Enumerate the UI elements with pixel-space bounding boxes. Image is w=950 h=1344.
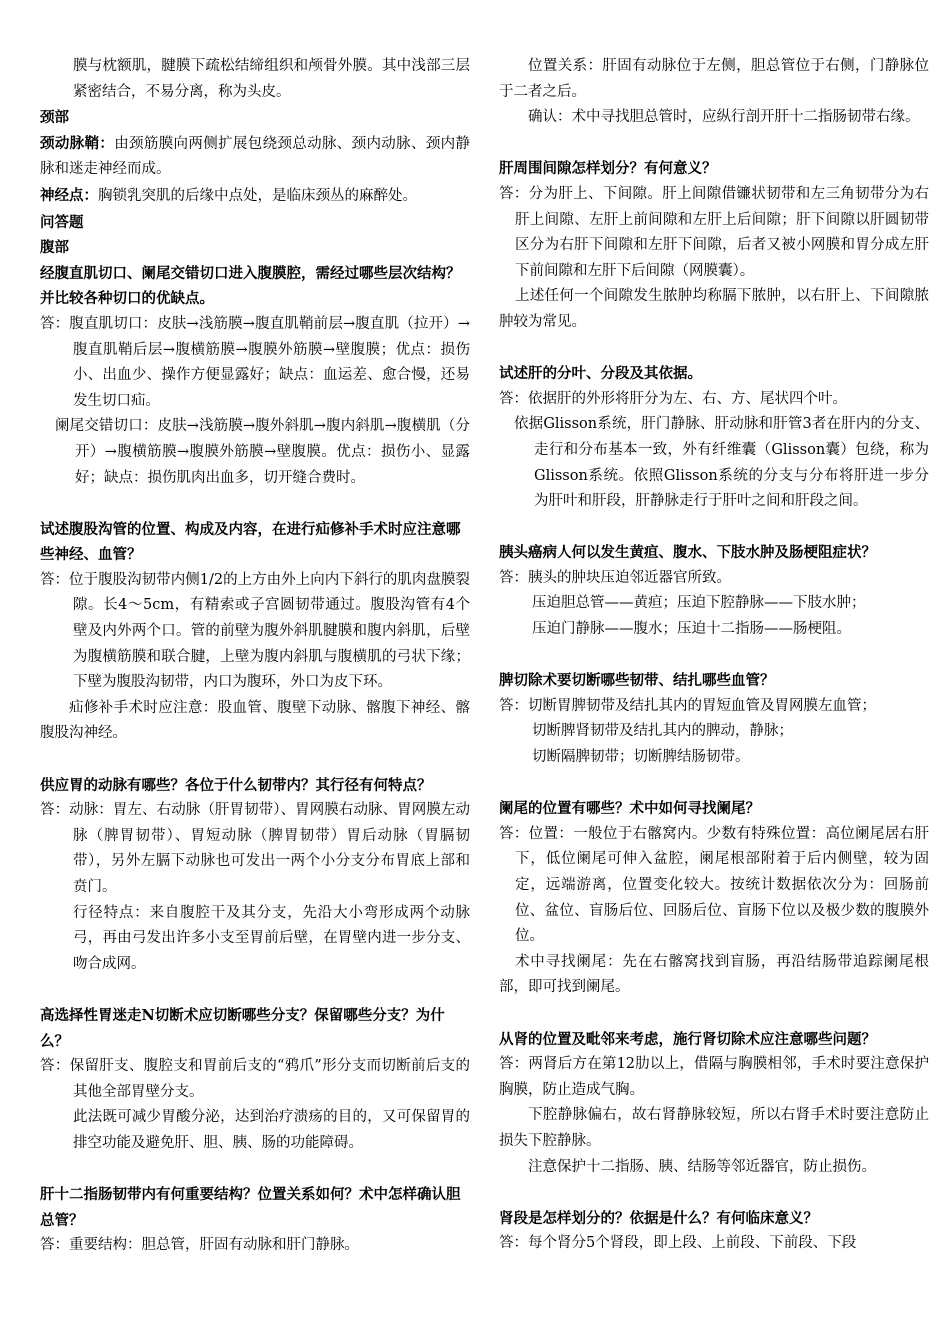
answer-glisson-system: 依据Glisson系统，肝门静脉、肝动脉和肝管3者在肝内的分支、走行和分布基本一致，外有纤维囊（Glisson囊）包绕，称为Glisson系统。依照Glisson系统的分支与分布将肝进一步分为肝叶和肝段，肝静脉走行于肝叶之间和肝段之间。: [514, 416, 929, 510]
answer-pancreatic-cause: 答：胰头的肿块压迫邻近器官所致。: [499, 569, 731, 586]
left-column: [40, 54, 470, 1259]
question-nephrectomy: 从肾的位置及毗邻来考虑，施行肾切除术应注意哪些问题？: [499, 1030, 876, 1048]
answer-incision-rectus: 答：腹直肌切口：皮肤→浅筋膜→腹直肌鞘前层→腹直肌（拉开）→腹直肌鞘后层→腹横筋膜→腹膜外筋膜→壁腹膜；优点：损伤小、出血少、操作方便显露好；缺点：血运差、愈合慢，还易发生切口疝。: [40, 315, 470, 409]
question-renal-segments: 肾段是怎样划分的？依据是什么？有何临床意义？: [499, 1209, 818, 1227]
answer-renal-segments: 答：每个肾分5个肾段，即上段、上前段、下前段、下段: [499, 1235, 857, 1252]
question-splenectomy: 脾切除术要切断哪些韧带、结扎哪些血管？: [499, 672, 775, 690]
carotid-sheath-term: 颈动脉鞘：: [40, 134, 115, 152]
answer-splenectomy-3: 切断隔脾韧带；切断脾结肠韧带。: [532, 749, 750, 766]
answer-hepatoduodenal-position: 位置关系：肝固有动脉位于左侧，胆总管位于右侧，门静脉位于二者之后。: [499, 58, 929, 100]
answer-vagotomy-branches: 答：保留肝支、腹腔支和胃前后支的“鸦爪”形分支而切断前后支的其他全部胃壁分支。: [40, 1058, 470, 1100]
carotid-sheath-definition: [40, 131, 470, 183]
question-inguinal-canal: 试述腹股沟管的位置、构成及内容，在进行疝修补手术时应注意哪些神经、血管？: [40, 520, 461, 564]
answer-nephrectomy-pleura: 答：两肾后方在第12肋以上，借隔与胸膜相邻，手术时要注意保护胸膜，防止造成气胸。: [499, 1056, 929, 1098]
question-perihepatic-spaces: 肝周围间隙怎样划分？有何意义？: [499, 160, 717, 178]
answer-gastric-course: 行径特点：来自腹腔干及其分支，先沿大小弯形成两个动脉弓，再由弓发出许多小支至胃前后壁，在胃壁内进一步分支、吻合成网。: [73, 904, 470, 972]
answer-splenectomy-1: 答：切断胃脾韧带及结扎其内的胃短血管及胃网膜左血管；: [499, 697, 876, 714]
answer-splenectomy-2: 切断脾肾韧带及结扎其内的脾动，静脉；: [532, 723, 793, 740]
answer-subphrenic-abscess: 上述任何一个间隙发生脓肿均称膈下脓肿，以右肝上、下间隙脓肿较为常见。: [499, 288, 929, 330]
nerve-point-definition: [40, 183, 470, 210]
answer-perihepatic-division: 答：分为肝上、下间隙。肝上间隙借镰状韧带和左三角韧带分为右肝上间隙、左肝上前间隙和左肝上后间隙；肝下间隙以肝圆韧带区分为右肝下间隙和左肝下间隙，后者又被小网膜和胃分成左肝下前间隙和左肝下后间隙（网膜囊）。: [499, 185, 929, 279]
question-pancreatic-head-cancer: 胰头癌病人何以发生黄疸、腹水、下肢水肿及肠梗阻症状？: [499, 544, 876, 562]
carotid-sheath-text: 由颈筋膜向两侧扩展包绕颈总动脉、颈内动脉、颈内静脉和迷走神经而成。: [40, 135, 471, 178]
nerve-point-term: 神经点：: [40, 186, 98, 204]
answer-hernia-caution: 疝修补手术时应注意：股血管、腹壁下动脉、髂腹下神经、髂腹股沟神经。: [40, 699, 470, 742]
answer-nephrectomy-ivc: 下腔静脉偏右，故右肾静脉较短，所以右肾手术时要注意防止损失下腔静脉。: [499, 1107, 929, 1149]
answer-incision-appendix: 阑尾交错切口：皮肤→浅筋膜→腹外斜肌→腹内斜肌→腹横肌（分开）→腹横筋膜→腹膜外筋膜→壁腹膜。优点：损伤小、显露好；缺点：损伤肌肉出血多，切开缝合费时。: [55, 418, 470, 486]
answer-inguinal-canal: 答：位于腹股沟韧带内侧1/2的上方由外上向内下斜行的肌肉盘膜裂隙。长4～5cm，有精索或子宫圆韧带通过。腹股沟管有4个壁及内外两个口。管的前壁为腹外斜肌腱膜和腹内斜肌，后壁为腹横筋膜和联合腱，上壁为腹内斜肌与腹横肌的弓状下缘；下壁为腹股沟韧带，内口为腹环，外口为皮下环。: [40, 571, 470, 691]
scalp-continuation: 膜与枕额肌，腱膜下疏松结缔组织和颅骨外膜。其中浅部三层紧密结合，不易分离，称为头皮。: [73, 58, 470, 100]
question-appendix-position: 阑尾的位置有哪些？术中如何寻找阑尾？: [499, 800, 760, 818]
answer-hepatoduodenal-confirm: 确认：术中寻找胆总管时，应纵行剖开肝十二指肠韧带右缘。: [528, 109, 920, 126]
section-abdomen-heading: 腹部: [40, 239, 69, 257]
answer-gastric-arteries: 答：动脉：胃左、右动脉（肝胃韧带）、胃网膜右动脉、胃网膜左动脉（脾胃韧带）、胃短动脉（脾胃韧带）胃后动脉（胃膈韧带），另外左膈下动脉也可发出一两个小分支分布胃底上部和贲门。: [40, 802, 470, 895]
question-incision: 经腹直肌切口、阑尾交错切口进入腹膜腔，需经过哪些层次结构？并比较各种切口的优缺点。: [40, 264, 461, 308]
answer-vagotomy-reason: 此法既可减少胃酸分泌，达到治疗溃疡的目的，又可保留胃的排空功能及避免肝、胆、胰、肠的功能障碍。: [73, 1109, 470, 1151]
answer-nephrectomy-organs: 注意保护十二指肠、胰、结肠等邻近器官，防止损伤。: [528, 1158, 876, 1175]
question-gastric-arteries: 供应胃的动脉有哪些？各位于什么韧带内？其行径有何特点？: [40, 776, 432, 794]
qa-heading: 问答题: [40, 213, 84, 231]
answer-appendix-finding: 术中寻找阑尾：先在右髂窝找到盲肠，再沿结肠带追踪阑尾根部，即可找到阑尾。: [499, 953, 929, 996]
answer-liver-lobes: 答：依据肝的外形将肝分为左、右、方、尾状四个叶。: [499, 390, 847, 407]
question-hepatoduodenal-ligament: 肝十二指肠韧带内有何重要结构？位置关系如何？术中怎样确认胆总管？: [40, 1186, 461, 1229]
answer-pancreatic-compression-1: 压迫胆总管——黄疸；压迫下腔静脉——下肢水肿；: [532, 595, 866, 612]
answer-pancreatic-compression-2: 压迫门静脉——腹水；压迫十二指肠——肠梗阻。: [532, 621, 851, 638]
answer-appendix-position: 答：位置：一般位于右髂窝内。少数有特殊位置：高位阑尾居右肝下，低位阑尾可伸入盆腔，阑尾根部附着于后内侧壁，较为固定，远端游离，位置变化较大。按统计数据依次分为：回肠前位、盆位、盲肠后位、回肠后位、盲肠下位以及极少数的腹膜外位。: [499, 825, 929, 945]
answer-hepatoduodenal-structures: 答：重要结构：胆总管，肝固有动脉和肝门静脉。: [40, 1237, 359, 1254]
section-neck-heading: 颈部: [40, 109, 69, 127]
question-liver-segments: 试述肝的分叶、分段及其依据。: [499, 365, 702, 383]
right-column: [499, 54, 929, 1257]
nerve-point-text: 胸锁乳突肌的后缘中点处，是临床颈丛的麻醉处。: [98, 187, 417, 204]
question-vagotomy: 高选择性胃迷走N切断术应切断哪些分支？保留哪些分支？为什么？: [40, 1006, 445, 1050]
